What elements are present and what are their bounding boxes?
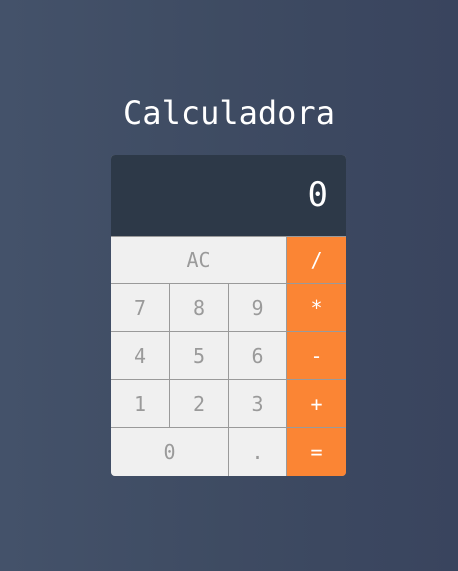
equals-button[interactable]: = (287, 428, 346, 476)
page-title: Calculadora (123, 94, 335, 132)
digit-1-button[interactable]: 1 (111, 380, 169, 427)
digit-0-button[interactable]: 0 (111, 428, 228, 476)
digit-8-button[interactable]: 8 (170, 284, 228, 331)
digit-2-button[interactable]: 2 (170, 380, 228, 427)
subtract-button[interactable]: - (287, 332, 346, 379)
digit-7-button[interactable]: 7 (111, 284, 169, 331)
digit-9-button[interactable]: 9 (229, 284, 286, 331)
calculator (111, 155, 346, 476)
digit-4-button[interactable]: 4 (111, 332, 169, 379)
digit-6-button[interactable]: 6 (229, 332, 286, 379)
clear-button[interactable]: AC (111, 237, 286, 283)
digit-5-button[interactable]: 5 (170, 332, 228, 379)
calculator-display: 0 (111, 155, 346, 236)
divide-button[interactable]: / (287, 237, 346, 283)
add-button[interactable]: + (287, 380, 346, 427)
decimal-button[interactable]: . (229, 428, 286, 476)
digit-3-button[interactable]: 3 (229, 380, 286, 427)
multiply-button[interactable]: * (287, 284, 346, 331)
